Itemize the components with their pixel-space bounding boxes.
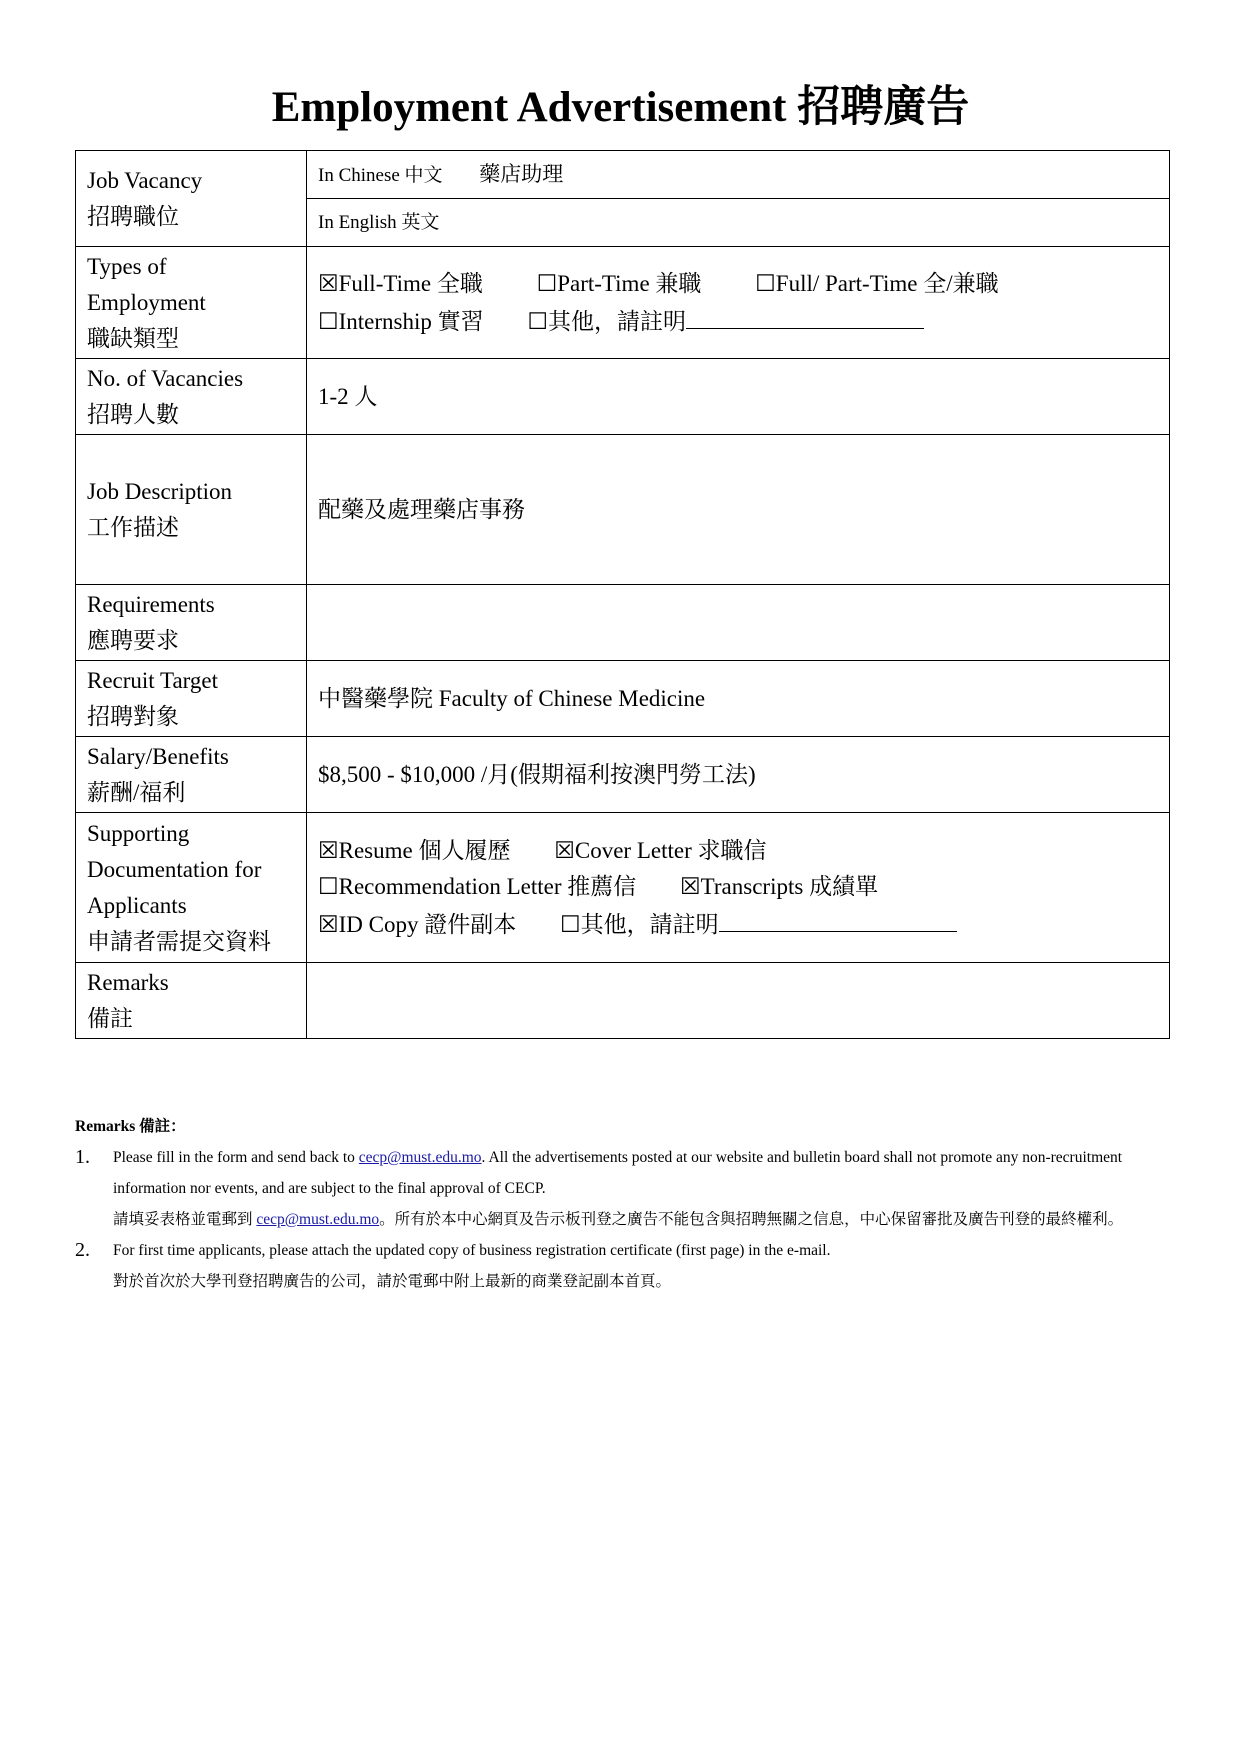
job-vacancy-label-zh: 招聘職位	[87, 203, 179, 229]
email-link[interactable]: cecp@must.edu.mo	[358, 1149, 482, 1166]
checkbox-label: Cover Letter 求職信	[574, 837, 767, 863]
requirements-label	[76, 585, 307, 661]
part-time-checkbox[interactable]	[537, 266, 702, 302]
checkbox-mark: ☒	[318, 911, 339, 937]
documents-label-en-1: Supporting	[87, 820, 190, 846]
chinese-job-title: 藥店助理	[479, 161, 564, 186]
note-text-en	[113, 1142, 1165, 1204]
checkbox-label: ID Copy 證件副本	[338, 911, 517, 937]
note-number: 2.	[75, 1239, 90, 1261]
checkbox-mark: ☐	[318, 873, 339, 899]
notes-title: Remarks 備註：	[75, 1118, 186, 1135]
description-value[interactable]: 配藥及處理藥店事務	[307, 435, 1170, 585]
note-text-en: For first time applicants, please attach the updated copy of business registration certificate (first page) in the e-mail.	[113, 1242, 831, 1259]
cover-letter-checkbox[interactable]	[554, 833, 766, 869]
id-copy-checkbox[interactable]	[318, 907, 516, 943]
requirements-label-en: Requirements	[87, 591, 215, 617]
checkbox-label: 其他，請註明	[548, 308, 687, 334]
chinese-prefix: In Chinese 中文	[318, 164, 443, 186]
note-text-zh	[113, 1204, 1165, 1235]
checkbox-mark: ☐	[318, 308, 339, 334]
note-item	[75, 1142, 1165, 1235]
remarks-label-zh: 備註	[87, 1005, 133, 1031]
checkbox-mark: ☐	[560, 911, 581, 937]
checkbox-label: Part-Time 兼職	[557, 270, 702, 296]
email-link[interactable]: cecp@must.edu.mo	[256, 1211, 380, 1228]
documents-label-zh: 申請者需提交資料	[87, 928, 271, 954]
vacancies-label	[76, 359, 307, 435]
checkbox-label: Transcripts 成績單	[700, 873, 879, 899]
types-label-en-1: Types of	[87, 253, 167, 279]
target-label-zh: 招聘對象	[87, 703, 179, 729]
requirements-value[interactable]	[307, 585, 1170, 661]
checkbox-label: Full-Time 全職	[338, 270, 483, 296]
checkbox-label: Recommendation Letter 推薦信	[338, 873, 637, 899]
full-time-checkbox[interactable]	[318, 266, 483, 302]
checkbox-mark: ☐	[536, 270, 558, 296]
note-item	[75, 1235, 1165, 1297]
requirements-label-zh: 應聘要求	[87, 627, 179, 653]
checkbox-label: Resume 個人履歷	[338, 837, 511, 863]
target-label	[76, 661, 307, 737]
documents-label-en-3: Applicants	[87, 892, 187, 918]
internship-checkbox[interactable]	[318, 304, 484, 340]
note-text: 。所有於本中心網頁及告示板刊登之廣告不能包含與招聘無關之信息，中心保留審批及廣告刊登的最終權利。	[379, 1211, 1124, 1228]
checkbox-mark: ☒	[318, 837, 339, 863]
other-type-blank[interactable]	[686, 302, 924, 329]
documents-label	[76, 813, 307, 963]
resume-checkbox[interactable]	[318, 833, 510, 869]
job-vacancy-label-en: Job Vacancy	[87, 167, 203, 193]
note-text: Please fill in the form and send back to	[113, 1149, 359, 1166]
types-cell	[307, 247, 1170, 359]
checkbox-mark: ☒	[318, 270, 339, 296]
recommendation-letter-checkbox[interactable]	[318, 869, 636, 905]
advertisement-form	[75, 150, 1170, 1039]
checkbox-mark: ☒	[554, 837, 575, 863]
description-label-zh: 工作描述	[87, 514, 179, 540]
types-label-zh: 職缺類型	[87, 325, 179, 351]
types-label-en-2: Employment	[87, 289, 206, 315]
remarks-value[interactable]	[307, 963, 1170, 1039]
note-text: . All the advertisements posted at our website and bulletin board shall not promote any non-recruitment information nor events, and are subject to the final approval of CECP.	[113, 1149, 1123, 1197]
other-type-checkbox[interactable]	[527, 304, 686, 340]
vacancies-value[interactable]: 1-2 人	[307, 359, 1170, 435]
note-text-zh: 對於首次於大學刊登招聘廣告的公司，請於電郵中附上最新的商業登記副本首頁。	[113, 1273, 672, 1290]
full-part-time-checkbox[interactable]	[755, 266, 998, 302]
vacancies-label-en: No. of Vacancies	[87, 365, 244, 391]
remarks-notes	[75, 1112, 1165, 1297]
other-document-checkbox[interactable]	[560, 907, 719, 943]
note-number: 1.	[75, 1146, 90, 1168]
checkbox-mark: ☐	[527, 308, 549, 334]
job-vacancy-label	[76, 151, 307, 247]
job-vacancy-english-cell[interactable]	[307, 199, 1170, 247]
description-label	[76, 435, 307, 585]
salary-label-zh: 薪酬/福利	[87, 779, 186, 805]
job-vacancy-chinese-cell[interactable]	[307, 151, 1170, 199]
types-label	[76, 247, 307, 359]
checkbox-label: Full/ Part-Time 全/兼職	[775, 270, 999, 296]
target-label-en: Recruit Target	[87, 667, 219, 693]
documents-cell	[307, 813, 1170, 963]
checkbox-label: Internship 實習	[338, 308, 484, 334]
other-document-blank[interactable]	[719, 905, 957, 932]
salary-value[interactable]: $8,500 - $10,000 /月(假期福利按澳門勞工法)	[307, 737, 1170, 813]
transcripts-checkbox[interactable]	[680, 869, 878, 905]
remarks-label-en: Remarks	[87, 969, 169, 995]
checkbox-label: 其他，請註明	[580, 911, 719, 937]
target-value[interactable]: 中醫藥學院 Faculty of Chinese Medicine	[307, 661, 1170, 737]
english-prefix: In English 英文	[318, 211, 440, 233]
salary-label-en: Salary/Benefits	[87, 743, 229, 769]
checkbox-mark: ☒	[680, 873, 701, 899]
documents-label-en-2: Documentation for	[87, 856, 262, 882]
checkbox-mark: ☐	[755, 270, 776, 296]
vacancies-label-zh: 招聘人數	[87, 401, 179, 427]
remarks-label	[76, 963, 307, 1039]
note-text: 請填妥表格並電郵到	[113, 1211, 257, 1228]
description-label-en: Job Description	[87, 478, 233, 504]
page-title: Employment Advertisement 招聘廣告	[271, 84, 970, 131]
salary-label	[76, 737, 307, 813]
